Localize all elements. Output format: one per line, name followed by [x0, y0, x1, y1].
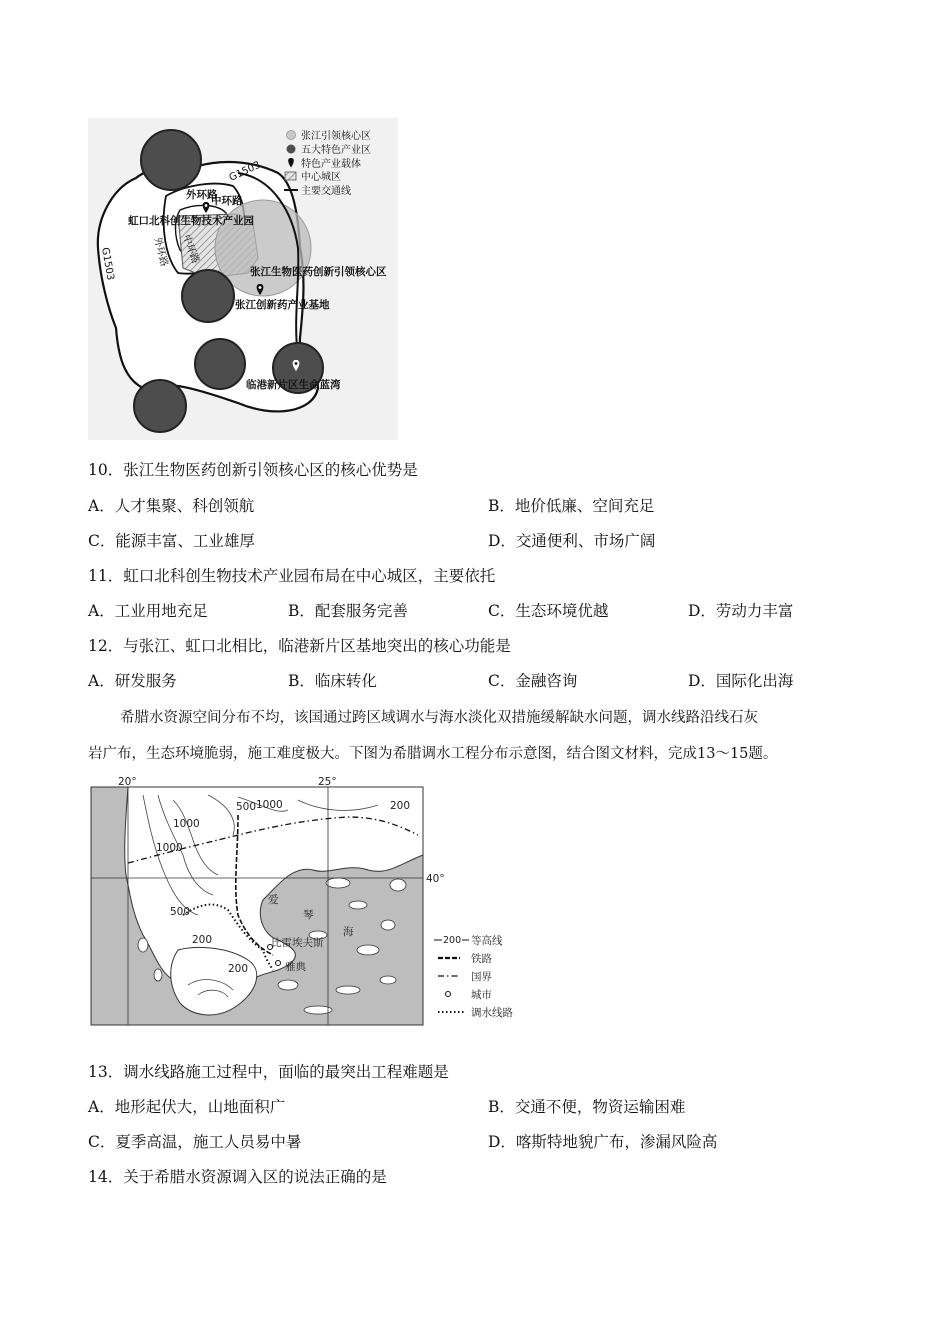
- legend-label: 张江引领核心区: [301, 131, 371, 142]
- legend-label: 特色产业载体: [301, 159, 361, 170]
- legend-sample: 200: [443, 935, 462, 946]
- middle-ring-label: 中环路: [211, 195, 243, 207]
- option-10-b[interactable]: B．地价低廉、空间充足: [488, 497, 655, 515]
- city-marker: [276, 961, 281, 966]
- sea-char: 海: [343, 926, 354, 938]
- legend-dark-circle: [287, 145, 296, 154]
- industry-zone-circle: [134, 380, 186, 432]
- contour-label: 200: [228, 963, 249, 975]
- passage: [88, 700, 888, 772]
- question-10-stem: 10．张江生物医药创新引领核心区的核心优势是: [88, 461, 418, 479]
- lon-label: 20°: [118, 776, 137, 788]
- option-11-c[interactable]: C．生态环境优越: [488, 602, 609, 620]
- sea-char: 琴: [303, 909, 314, 921]
- option-12-b[interactable]: B．临床转化: [288, 672, 377, 690]
- shanghai-industry-map: [88, 118, 398, 440]
- option-11-d[interactable]: D．劳动力丰富: [688, 602, 794, 620]
- contour-label: 1000: [156, 842, 183, 854]
- legend-label: 等高线: [471, 935, 503, 947]
- middle-ring-label-2: 中环路: [180, 233, 201, 266]
- contour-label: 200: [192, 934, 213, 946]
- lingang-label: 临港新片区生命蓝湾: [246, 379, 341, 391]
- legend-label: 铁路: [471, 953, 492, 965]
- legend-label: 五大特色产业区: [301, 145, 371, 156]
- option-12-c[interactable]: C．金融咨询: [488, 672, 578, 690]
- legend-label: 国界: [471, 971, 492, 983]
- city-label: 比雷埃夫斯: [271, 937, 324, 949]
- option-13-b[interactable]: B．交通不便，物资运输困难: [488, 1098, 686, 1116]
- legend-label: 城市: [471, 989, 492, 1001]
- option-10-a[interactable]: A．人才集聚、科创领航: [88, 497, 255, 515]
- lat-label: 40°: [426, 873, 445, 885]
- legend-light-circle: [287, 131, 296, 140]
- option-11-a[interactable]: A．工业用地充足: [88, 602, 208, 620]
- industry-zone-circle: [182, 270, 234, 322]
- contour-label: 200: [390, 800, 411, 812]
- question-11-stem: 11．虹口北科创生物技术产业园布局在中心城区，主要依托: [88, 567, 496, 585]
- option-12-a[interactable]: A．研发服务: [88, 672, 177, 690]
- option-10-c[interactable]: C．能源丰富、工业雄厚: [88, 532, 255, 550]
- question-14-stem: 14．关于希腊水资源调入区的说法正确的是: [88, 1168, 387, 1186]
- legend-label: 调水线路: [471, 1007, 513, 1019]
- passage-line-1: 希腊水资源空间分布不均，该国通过跨区域调水与海水淡化双措施缓解缺水问题，调水线路沿线石灰: [120, 710, 758, 726]
- legend-label: 主要交通线: [301, 186, 351, 197]
- question-13-stem: 13．调水线路施工过程中，面临的最突出工程难题是: [88, 1063, 449, 1081]
- passage-line-2: 岩广布，生态环境脆弱，施工难度极大。下图为希腊调水工程分布示意图，结合图文材料，完成13～15题。: [88, 746, 778, 762]
- lon-label: 25°: [318, 776, 337, 788]
- zhangjiang-core-label: 张江生物医药创新引领核心区: [250, 266, 387, 278]
- zhangjiang-base-label: 张江创新药产业基地: [235, 299, 330, 311]
- question-12-stem: 12．与张江、虹口北相比，临港新片区基地突出的核心功能是: [88, 637, 511, 655]
- legend-hatch: [285, 172, 296, 180]
- option-10-d[interactable]: D．交通便利、市场广阔: [488, 532, 656, 550]
- legend-label: 中心城区: [301, 172, 341, 183]
- outer-ring-label-2: 外环路: [151, 235, 170, 268]
- contour-label: 500: [170, 906, 191, 918]
- g1503-label-left: G1503: [99, 246, 116, 282]
- greece-water-transfer-map: [88, 775, 528, 1031]
- map-legend: [434, 934, 513, 1019]
- industry-zone-circle: [195, 339, 245, 389]
- outer-ring-label: 外环路: [186, 189, 218, 201]
- option-11-b[interactable]: B．配套服务完善: [288, 602, 408, 620]
- hongkou-park-label: 虹口北科创生物技术产业园: [128, 215, 254, 227]
- contour-label: 1000: [173, 818, 200, 830]
- city-label: 雅典: [285, 961, 306, 973]
- option-12-d[interactable]: D．国际化出海: [688, 672, 794, 690]
- contour-label: 1000: [256, 799, 283, 811]
- option-13-c[interactable]: C．夏季高温，施工人员易中暑: [88, 1133, 302, 1151]
- industry-zone-circle: [141, 130, 201, 190]
- contour-label: 500: [236, 801, 257, 813]
- option-13-d[interactable]: D．喀斯特地貌广布，渗漏风险高: [488, 1133, 718, 1151]
- sea-char: 爱: [268, 894, 279, 906]
- option-13-a[interactable]: A．地形起伏大，山地面积广: [88, 1098, 286, 1116]
- g1503-label: G1503: [227, 159, 263, 184]
